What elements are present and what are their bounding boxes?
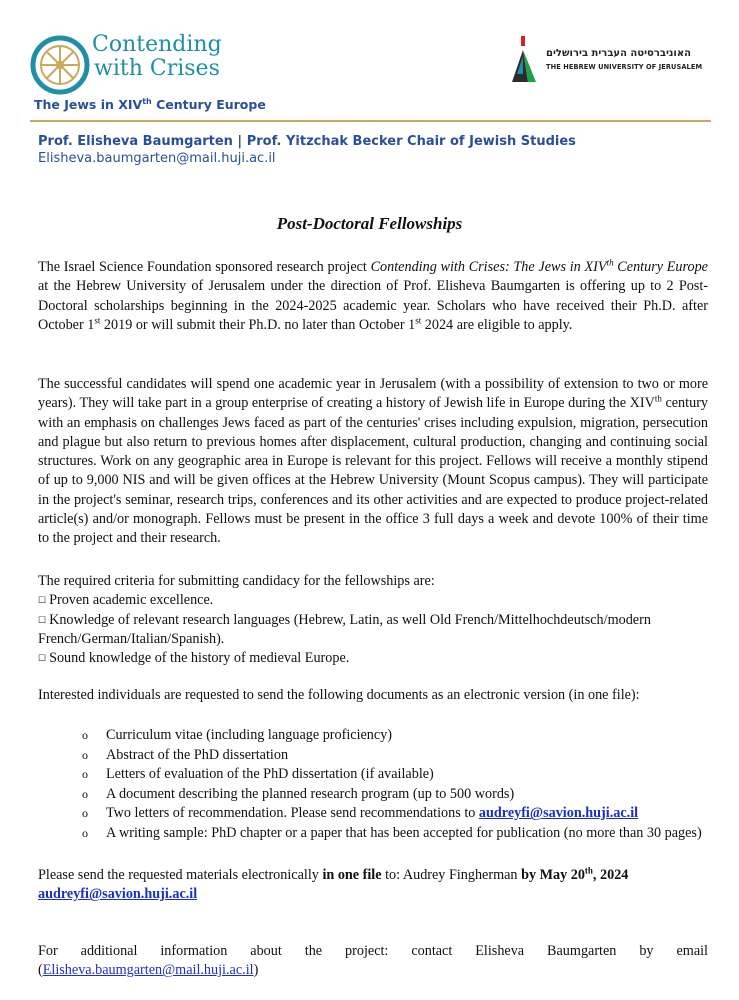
criteria-item: ☐ Proven academic excellence. <box>38 592 214 609</box>
bullet-icon: o <box>82 767 88 782</box>
list-item: o Abstract of the PhD dissertation <box>82 746 702 766</box>
bullet-icon: o <box>82 806 88 821</box>
logo-subtitle: The Jews in XIVth Century Europe <box>34 96 266 112</box>
bullet-icon: o <box>82 728 88 742</box>
contact-email[interactable]: Elisheva.baumgarten@mail.huji.ac.il <box>38 151 276 166</box>
bullet-icon: o <box>82 825 88 840</box>
prof-line: Prof. Elisheva Baumgarten | Prof. Yitzchak Becker Chair of Jewish Studies <box>38 134 576 149</box>
submission-email-link[interactable]: audreyfi@savion.huji.ac.il <box>38 886 198 903</box>
header-divider <box>30 120 711 122</box>
intro-paragraph: The Israel Science Foundation sponsored research project Contending with Crises: The Jews in XIVth Century Europe at the Hebrew University of Jerusalem under the direction of Prof. Elisheva Baumgarten is offering up to 2 Post-Doctoral scholarships beginning in the 2024-2025 academic year. Scholars who have received their Ph.D. after October 1st 2019 or will submit their Ph.D. no later than October 1st 2024 are eligible to apply. <box>38 257 708 333</box>
checkbox-icon: ☐ <box>38 595 47 606</box>
submission-paragraph: Please send the requested materials electronically in one file to: Audrey Fingherman by May 20th, 2024 audreyfi@savion.huji.ac.il <box>38 865 629 903</box>
page-title: Post-Doctoral Fellowships <box>276 214 463 233</box>
criteria-item: ☐ Sound knowledge of the history of medieval Europe. <box>38 650 350 667</box>
huji-emblem-icon <box>508 34 540 84</box>
huji-hebrew-name: האוניברסיטה העברית בירושלים <box>546 48 692 59</box>
list-item: o Letters of evaluation of the PhD dissertation (if available) <box>82 765 702 785</box>
candidates-paragraph: The successful candidates will spend one academic year in Jerusalem (with a possibility of extension to two or more years). They will take part in a group enterprise of creating a history of Jewish life in Europe during the XIVth century with an emphasis on challenges Jews faced as part of the centuries' crises including expulsion, migration, persecution and plague but also return to previous homes after displacement, cultural production, changing and continuing social structures. Work on any geographic area in Europe is relevant for this project. Fellows will receive a monthly stipend of up to 9,000 NIS and will be given offices at the Hebrew University (Mount Scopus campus). They will participate in the project's seminar, research trips, conferences and its other activities and are expected to produce project-related article(s) and/or monograph. Fellows must be present in the office 3 full days a week and devote 100% of their time to the project and their research. <box>38 376 709 547</box>
hebrew-university-logo <box>508 34 713 84</box>
logo-title: Contending with Crises <box>92 32 222 81</box>
criteria-intro: The required criteria for submitting candidacy for the fellowships are: <box>38 573 435 589</box>
checkbox-icon: ☐ <box>38 653 47 664</box>
additional-info-paragraph: For additional information about the project: contact Elisheva Baumgarten by email (Elisheva.baumgarten@mail.huji.ac.il) <box>38 943 708 979</box>
criteria-section <box>38 572 708 668</box>
recommendations-email-link[interactable]: audreyfi@savion.huji.ac.il <box>478 805 639 822</box>
list-item: o Curriculum vitae (including language proficiency) <box>82 726 702 746</box>
documents-intro: Interested individuals are requested to send the following documents as an electronic version (in one file): <box>38 687 640 703</box>
wheel-logo-icon <box>30 35 90 95</box>
list-item: o A writing sample: PhD chapter or a paper that has been accepted for publication (no more than 30 pages) <box>82 824 702 844</box>
bullet-icon: o <box>82 786 88 801</box>
list-item: o A document describing the planned research program (up to 500 words) <box>82 785 702 805</box>
documents-list <box>82 726 702 844</box>
criteria-item: ☐ Knowledge of relevant research languages (Hebrew, Latin, as well Old French/Mittelhochdeutsch/modern French/German/Italian/Spanish). <box>38 611 651 647</box>
contact-email-link[interactable]: Elisheva.baumgarten@mail.huji.ac.il <box>42 962 254 979</box>
checkbox-icon: ☐ <box>38 614 47 625</box>
list-item: o Two letters of recommendation. Please send recommendations to audreyfi@savion.huji.ac.il <box>82 804 702 824</box>
huji-english-name: THE HEBREW UNIVERSITY OF JERUSALEM <box>546 63 703 71</box>
bullet-icon: o <box>82 747 88 762</box>
project-logo <box>30 33 270 113</box>
